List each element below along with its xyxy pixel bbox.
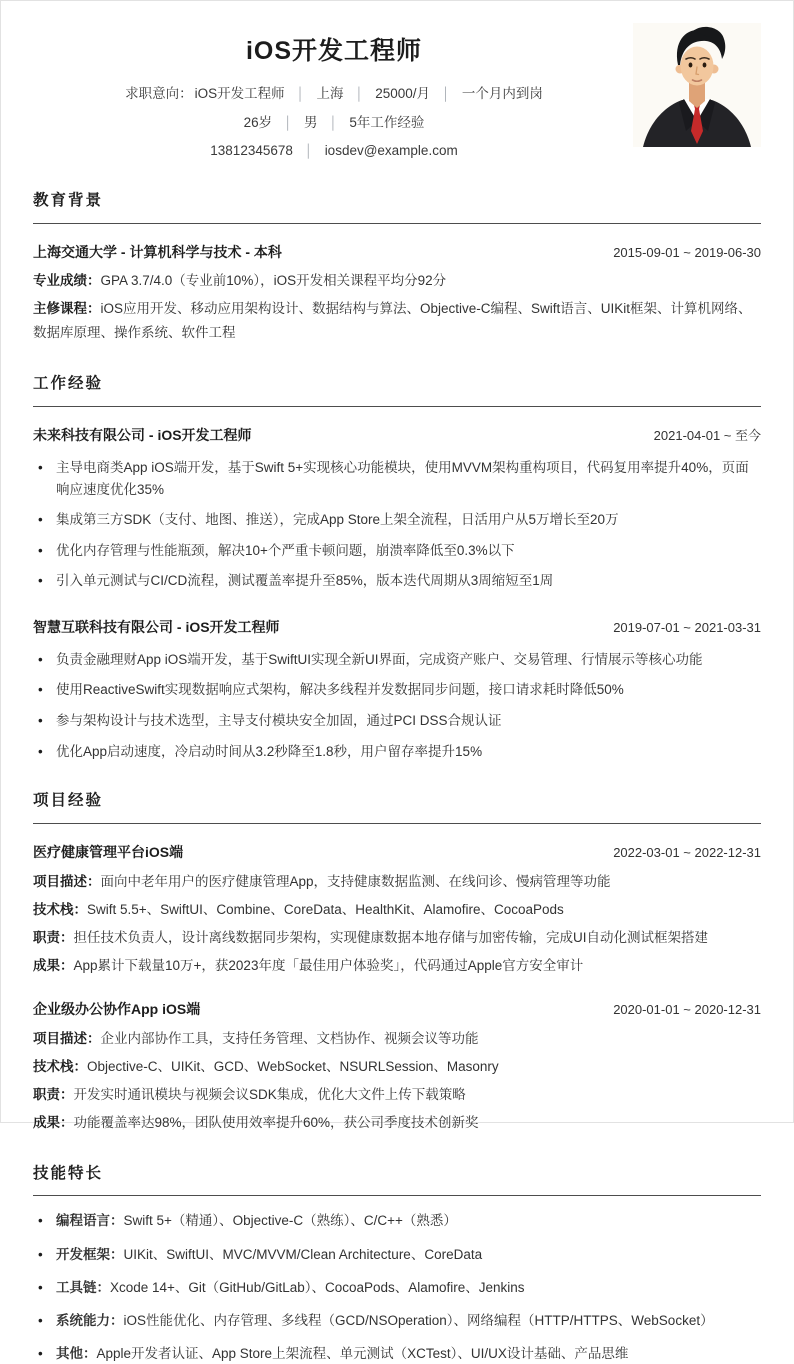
- job-bullet: • 参与架构设计与技术选型，主导支付模块安全加固，通过PCI DSS合规认证: [33, 710, 761, 732]
- duty-text: 开发实时通讯模块与视频会议SDK集成，优化大文件上传下载策略: [73, 1086, 466, 1102]
- skill-item: [33, 1343, 761, 1364]
- gpa-label: 专业成绩：: [33, 273, 101, 289]
- gender-text: │ 男: [272, 115, 317, 130]
- intent-city: │ 上海: [285, 86, 344, 101]
- project-duty-row: [33, 1083, 761, 1107]
- job-date-range: 2021-04-01 ~ 至今: [653, 428, 761, 444]
- job-bullet-list: [33, 457, 761, 592]
- contact-line: [33, 140, 635, 162]
- stack-text: Swift 5.5+、SwiftUI、Combine、CoreData、HealthKit、Alamofire、CocoaPods: [87, 901, 564, 917]
- skill-text: Apple开发者认证、App Store上架流程、单元测试（XCTest）、UI/UX设计基础、产品思维: [96, 1345, 629, 1361]
- intent-position: iOS开发工程师: [194, 86, 285, 101]
- skill-text: Swift 5+（精通）、Objective-C（熟练）、C/C++（熟悉）: [123, 1213, 457, 1229]
- skill-label: 开发框架：: [56, 1246, 124, 1262]
- skill-label: 系统能力：: [56, 1312, 124, 1328]
- job-bullet: • 负责金融理财App iOS端开发，基于SwiftUI实现全新UI界面，完成资产账户、交易管理、行情展示等核心功能: [33, 649, 761, 671]
- skill-text: iOS性能优化、内存管理、多线程（GCD/NSOperation）、网络编程（HTTP/HTTPS、WebSocket）: [123, 1312, 714, 1328]
- education-courses-row: [33, 297, 761, 345]
- project-stack-row: [33, 1055, 761, 1079]
- skill-label: 其他：: [56, 1345, 97, 1361]
- project-desc-row: [33, 870, 761, 894]
- profile-photo: [633, 23, 761, 147]
- skill-label: 工具链：: [56, 1279, 110, 1295]
- project-title: 企业级办公协作App iOS端: [33, 1000, 201, 1017]
- project-entry: [33, 841, 761, 978]
- project-result-row: [33, 954, 761, 978]
- job-bullet: • 集成第三方SDK（支付、地图、推送），完成App Store上架全流程，日活用户从5万增长至20万: [33, 509, 761, 531]
- duty-label: 职责：: [33, 929, 74, 945]
- skills-list: [33, 1210, 761, 1364]
- company-role: 未来科技有限公司 - iOS开发工程师: [33, 427, 252, 444]
- courses-text: iOS应用开发、移动应用架构设计、数据结构与算法、Objective-C编程、Swift语言、UIKit框架、计算机网络、数据库原理、操作系统、软件工程: [33, 301, 752, 341]
- job-bullet-list: [33, 649, 761, 762]
- personal-info-line: [33, 112, 635, 134]
- skill-item: [33, 1244, 761, 1266]
- section-skills: [33, 1162, 761, 1364]
- avatar-illustration: [633, 23, 761, 147]
- stack-label: 技术栈：: [33, 1058, 87, 1074]
- desc-label: 项目描述：: [33, 873, 101, 889]
- education-entry-row: [33, 241, 761, 264]
- project-date-range: 2020-01-01 ~ 2020-12-31: [613, 1001, 761, 1017]
- result-label: 成果：: [33, 957, 74, 973]
- education-gpa-row: [33, 269, 761, 293]
- header-text-block: [33, 31, 635, 162]
- job-intent-line: [33, 83, 635, 105]
- job-entry: [33, 424, 761, 592]
- desc-label: 项目描述：: [33, 1030, 101, 1046]
- projects-heading: 项目经验: [33, 789, 761, 824]
- project-entry: [33, 998, 761, 1135]
- page-title: iOS开发工程师: [245, 37, 423, 65]
- education-heading: 教育背景: [33, 189, 761, 224]
- courses-label: 主修课程：: [33, 301, 101, 317]
- skill-item: [33, 1310, 761, 1332]
- section-education: [33, 189, 761, 346]
- age-text: 26岁: [243, 114, 273, 130]
- job-entry-row: [33, 424, 761, 447]
- skill-text: Xcode 14+、Git（GitHub/GitLab）、CocoaPods、Alamofire、Jenkins: [110, 1279, 525, 1295]
- desc-text: 企业内部协作工具，支持任务管理、文档协作、视频会议等功能: [100, 1030, 479, 1046]
- intent-salary: │ 25000/月: [343, 86, 430, 101]
- desc-text: 面向中老年用户的医疗健康管理App，支持健康数据监测、在线问诊、慢病管理等功能: [100, 873, 611, 889]
- project-stack-row: [33, 898, 761, 922]
- experience-text: │ 5年工作经验: [318, 115, 425, 130]
- phone-number: 13812345678: [210, 143, 293, 159]
- resume-header: [33, 31, 761, 162]
- stack-label: 技术栈：: [33, 901, 87, 917]
- gpa-text: GPA 3.7/4.0（专业前10%），iOS开发相关课程平均分92分: [100, 273, 447, 289]
- skill-label: 编程语言：: [56, 1213, 124, 1229]
- duty-text: 担任技术负责人，设计离线数据同步架构，实现健康数据本地存储与加密传输，完成UI自动化测试框架搭建: [73, 929, 708, 945]
- project-title: 医疗健康管理平台iOS端: [33, 843, 184, 860]
- education-date-range: 2015-09-01 ~ 2019-06-30: [613, 244, 761, 260]
- job-bullet: • 主导电商类App iOS端开发，基于Swift 5+实现核心功能模块，使用MVVM架构重构项目，代码复用率提升40%，页面响应速度优化35%: [33, 457, 761, 500]
- skill-item: [33, 1210, 761, 1232]
- project-date-range: 2022-03-01 ~ 2022-12-31: [613, 844, 761, 860]
- intent-label: 求职意向：: [125, 86, 193, 101]
- job-entry-row: [33, 616, 761, 639]
- skill-item: [33, 1277, 761, 1299]
- job-bullet: • 优化App启动速度，冷启动时间从3.2秒降至1.8秒，用户留存率提升15%: [33, 741, 761, 763]
- project-desc-row: [33, 1027, 761, 1051]
- work-heading: 工作经验: [33, 372, 761, 407]
- result-label: 成果：: [33, 1114, 74, 1130]
- skill-text: UIKit、SwiftUI、MVC/MVVM/Clean Architecture、CoreData: [123, 1246, 483, 1262]
- stack-text: Objective-C、UIKit、GCD、WebSocket、NSURLSession、Masonry: [87, 1058, 499, 1074]
- section-projects: [33, 789, 761, 1135]
- result-text: App累计下载量10万+，获2023年度「最佳用户体验奖」，代码通过Apple官方安全审计: [73, 957, 584, 973]
- intent-availability: │ 一个月内到岗: [430, 86, 543, 101]
- duty-label: 职责：: [33, 1086, 74, 1102]
- email-address: │ iosdev@example.com: [293, 143, 458, 158]
- project-duty-row: [33, 926, 761, 950]
- section-work: [33, 372, 761, 762]
- job-bullet: • 引入单元测试与CI/CD流程，测试覆盖率提升至85%，版本迭代周期从3周缩短至1周: [33, 570, 761, 592]
- result-text: 功能覆盖率达98%，团队使用效率提升60%，获公司季度技术创新奖: [73, 1114, 479, 1130]
- job-entry: [33, 616, 761, 762]
- company-role: 智慧互联科技有限公司 - iOS开发工程师: [33, 618, 280, 635]
- project-entry-row: [33, 998, 761, 1021]
- project-entry-row: [33, 841, 761, 864]
- school-degree: 上海交通大学 - 计算机科学与技术 - 本科: [33, 243, 282, 260]
- skills-heading: 技能特长: [33, 1162, 761, 1197]
- job-date-range: 2019-07-01 ~ 2021-03-31: [613, 619, 761, 635]
- job-bullet: • 使用ReactiveSwift实现数据响应式架构，解决多线程并发数据同步问题，接口请求耗时降低50%: [33, 679, 761, 701]
- job-bullet: • 优化内存管理与性能瓶颈，解决10+个严重卡顿问题，崩溃率降低至0.3%以下: [33, 540, 761, 562]
